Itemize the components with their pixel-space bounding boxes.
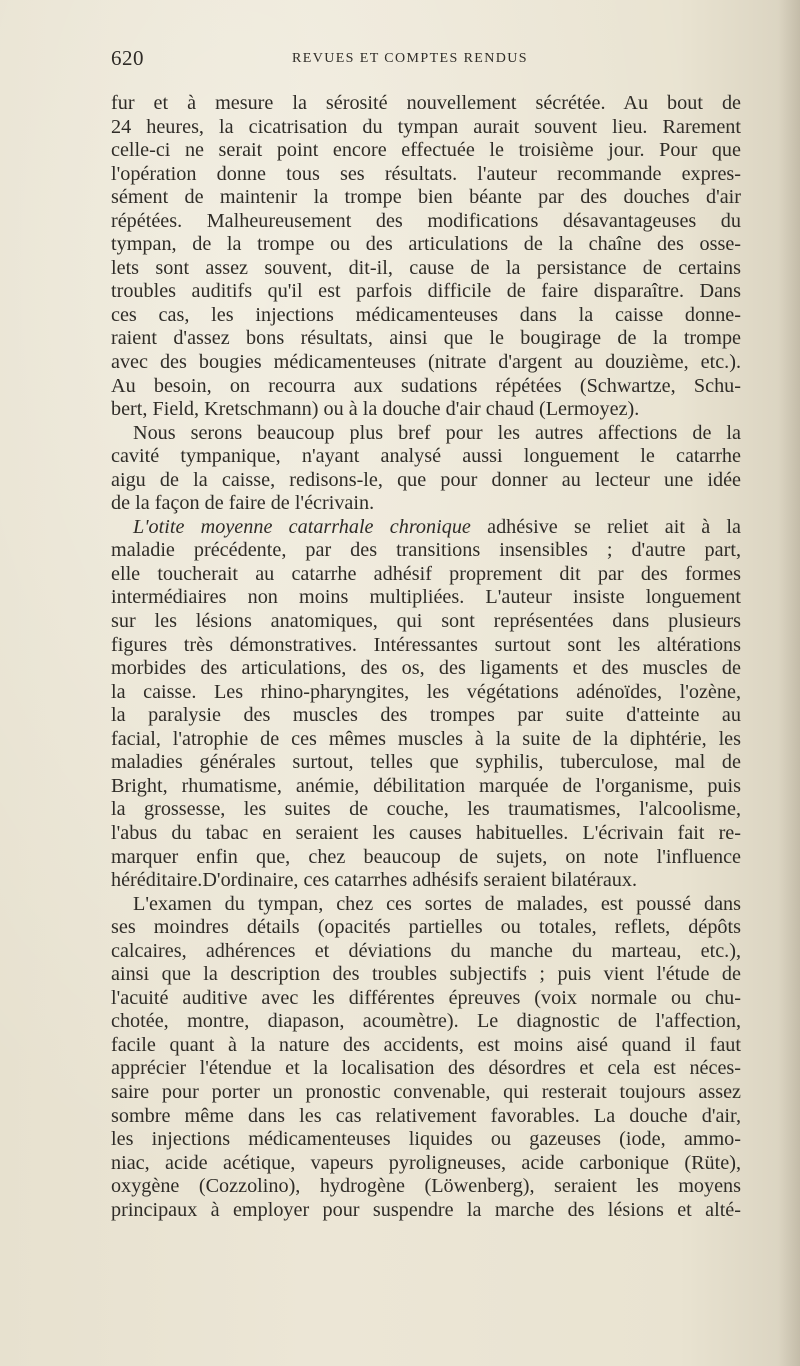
text-segment: oxygène (Cozzolino), hydrogène (Löwenberg), seraient les moyens — [111, 1175, 741, 1198]
text-segment: celle-ci ne serait point encore effectuée le troisième jour. Pour que — [111, 139, 741, 162]
text-line — [111, 375, 741, 399]
text-segment: sément de maintenir la trompe bien béante par des douches d'air — [111, 186, 741, 209]
text-segment: apprécier l'étendue et la localisation des désordres et cela est néces- — [111, 1057, 741, 1080]
text-segment: aigu de la caisse, redisons-le, que pour donner au lecteur une idée — [111, 468, 741, 491]
text-line — [111, 304, 741, 328]
text-segment: Bright, rhumatisme, anémie, débilitation marquée de l'organisme, puis — [111, 774, 741, 797]
text-line — [111, 92, 741, 116]
text-segment: maladies générales surtout, telles que syphilis, tuberculose, mal de — [111, 751, 741, 774]
text-line — [111, 233, 741, 257]
text-segment: facial, l'atrophie de ces mêmes muscles à la suite de la diphtérie, les — [111, 727, 741, 750]
text-line — [111, 963, 741, 987]
page-edge-shadow — [778, 0, 800, 1366]
text-segment: cavité tympanique, n'ayant analysé aussi longuement le catarrhe — [111, 445, 741, 468]
text-line — [111, 539, 741, 563]
text-segment: avec des bougies médicamenteuses (nitrate d'argent au douzième, etc.). — [111, 351, 741, 374]
text-line — [111, 1034, 741, 1058]
text-segment: les injections médicamenteuses liquides ou gazeuses (iode, ammo- — [111, 1128, 741, 1151]
text-line — [111, 751, 741, 775]
text-line — [111, 940, 741, 964]
text-line — [111, 186, 741, 210]
text-line — [111, 398, 741, 422]
text-line — [111, 728, 741, 752]
text-segment: sombre même dans les cas relativement favorables. La douche d'air, — [111, 1104, 741, 1127]
text-line — [111, 351, 741, 375]
text-segment: la grossesse, les suites de couche, les traumatismes, l'alcoolisme, — [111, 798, 741, 821]
text-line — [111, 327, 741, 351]
text-segment: principaux à employer pour suspendre la marche des lésions et alté- — [111, 1198, 741, 1221]
text-line — [111, 1175, 741, 1199]
text-segment: lets sont assez souvent, dit-il, cause de la persistance de certains — [111, 256, 741, 279]
text-line — [111, 775, 741, 799]
body-text — [111, 92, 741, 1222]
text-line — [111, 1010, 741, 1034]
text-segment: ces cas, les injections médicamenteuses dans la caisse donne- — [111, 303, 741, 326]
text-line — [111, 163, 741, 187]
text-segment: Nous serons beaucoup plus bref pour les autres affections de la — [133, 421, 741, 444]
text-line — [111, 257, 741, 281]
text-segment: figures très démonstratives. Intéressantes surtout sont les altérations — [111, 633, 741, 656]
text-line — [111, 846, 741, 870]
text-line — [111, 1105, 741, 1129]
text-line — [111, 516, 741, 540]
text-segment: saire pour porter un pronostic convenable, qui resterait toujours assez — [111, 1080, 741, 1103]
text-line — [111, 116, 741, 140]
text-segment: fur et à mesure la sérosité nouvellement sécrétée. Au bout de — [111, 92, 741, 114]
italic-text: L'otite moyenne catarrhale chronique — [133, 515, 471, 538]
text-segment: adhésive se reliet ait à la — [470, 515, 741, 538]
text-line — [111, 210, 741, 234]
text-line — [111, 280, 741, 304]
text-line — [111, 586, 741, 610]
text-line — [111, 798, 741, 822]
text-line — [111, 139, 741, 163]
text-segment: facile quant à la nature des accidents, est moins aisé quand il faut — [111, 1033, 741, 1056]
text-segment: la caisse. Les rhino-pharyngites, les végétations adénoïdes, l'ozène, — [111, 680, 741, 703]
text-segment: niac, acide acétique, vapeurs pyroligneuses, acide carbonique (Rüte), — [111, 1151, 741, 1174]
text-segment: ses moindres détails (opacités partielles ou totales, reflets, dépôts — [111, 916, 741, 939]
text-line — [111, 869, 741, 893]
text-line — [111, 916, 741, 940]
text-line — [111, 1081, 741, 1105]
text-segment: Au besoin, on recourra aux sudations répétées (Schwartze, Schu- — [111, 374, 741, 397]
text-segment: l'acuité auditive avec les différentes épreuves (voix normale ou chu- — [111, 986, 741, 1009]
text-line — [111, 445, 741, 469]
text-line — [111, 1057, 741, 1081]
text-line — [111, 681, 741, 705]
text-segment: ainsi que la description des troubles subjectifs ; puis vient l'étude de — [111, 963, 741, 986]
page-header — [111, 46, 741, 76]
text-line — [111, 492, 741, 516]
text-line — [111, 1128, 741, 1152]
text-line — [111, 422, 741, 446]
text-segment: répétées. Malheureusement des modifications désavantageuses du — [111, 209, 741, 232]
text-segment: de la façon de faire de l'écrivain. — [111, 492, 375, 515]
text-line — [111, 1199, 741, 1223]
text-segment: chotée, montre, diapason, acoumètre). Le diagnostic de l'affection, — [111, 1010, 741, 1033]
text-line — [111, 469, 741, 493]
text-line — [111, 657, 741, 681]
text-segment: maladie précédente, par des transitions insensibles ; d'autre part, — [111, 539, 741, 562]
text-segment: la paralysie des muscles des trompes par suite d'atteinte au — [111, 704, 741, 727]
text-line — [111, 610, 741, 634]
text-segment: sur les lésions anatomiques, qui sont représentées dans plusieurs — [111, 610, 741, 633]
text-segment: L'examen du tympan, chez ces sortes de malades, est poussé dans — [133, 892, 741, 915]
text-segment: calcaires, adhérences et déviations du manche du marteau, etc.), — [111, 939, 741, 962]
text-segment: elle toucherait au catarrhe adhésif proprement dit par des formes — [111, 562, 741, 585]
text-segment: bert, Field, Kretschmann) ou à la douche d'air chaud (Lermoyez). — [111, 398, 640, 421]
text-segment: intermédiaires non moins multipliées. L'auteur insiste longuement — [111, 586, 741, 609]
text-segment: raient d'assez bons résultats, ainsi que le bougirage de la trompe — [111, 327, 741, 350]
text-segment: l'abus du tabac en seraient les causes habituelles. L'écrivain fait re- — [111, 821, 741, 844]
text-segment: 24 heures, la cicatrisation du tympan aurait souvent lieu. Rarement — [111, 115, 741, 138]
text-line — [111, 893, 741, 917]
text-segment: morbides des articulations, des os, des ligaments et des muscles de — [111, 657, 741, 680]
text-segment: tympan, de la trompe ou des articulations de la chaîne des osse- — [111, 233, 741, 256]
text-line — [111, 634, 741, 658]
text-segment: l'opération donne tous ses résultats. l'auteur recommande expres- — [111, 162, 741, 185]
text-segment: marquer enfin que, chez beaucoup de sujets, on note l'influence — [111, 845, 741, 868]
text-line — [111, 987, 741, 1011]
text-line — [111, 704, 741, 728]
text-line — [111, 563, 741, 587]
text-segment: troubles auditifs qu'il est parfois difficile de faire disparaître. Dans — [111, 280, 741, 303]
text-segment: héréditaire.D'ordinaire, ces catarrhes adhésifs seraient bilatéraux. — [111, 869, 638, 892]
text-line — [111, 1152, 741, 1176]
text-line — [111, 822, 741, 846]
running-title: REVUES ET COMPTES RENDUS — [292, 51, 528, 66]
page-number: 620 — [111, 46, 144, 70]
